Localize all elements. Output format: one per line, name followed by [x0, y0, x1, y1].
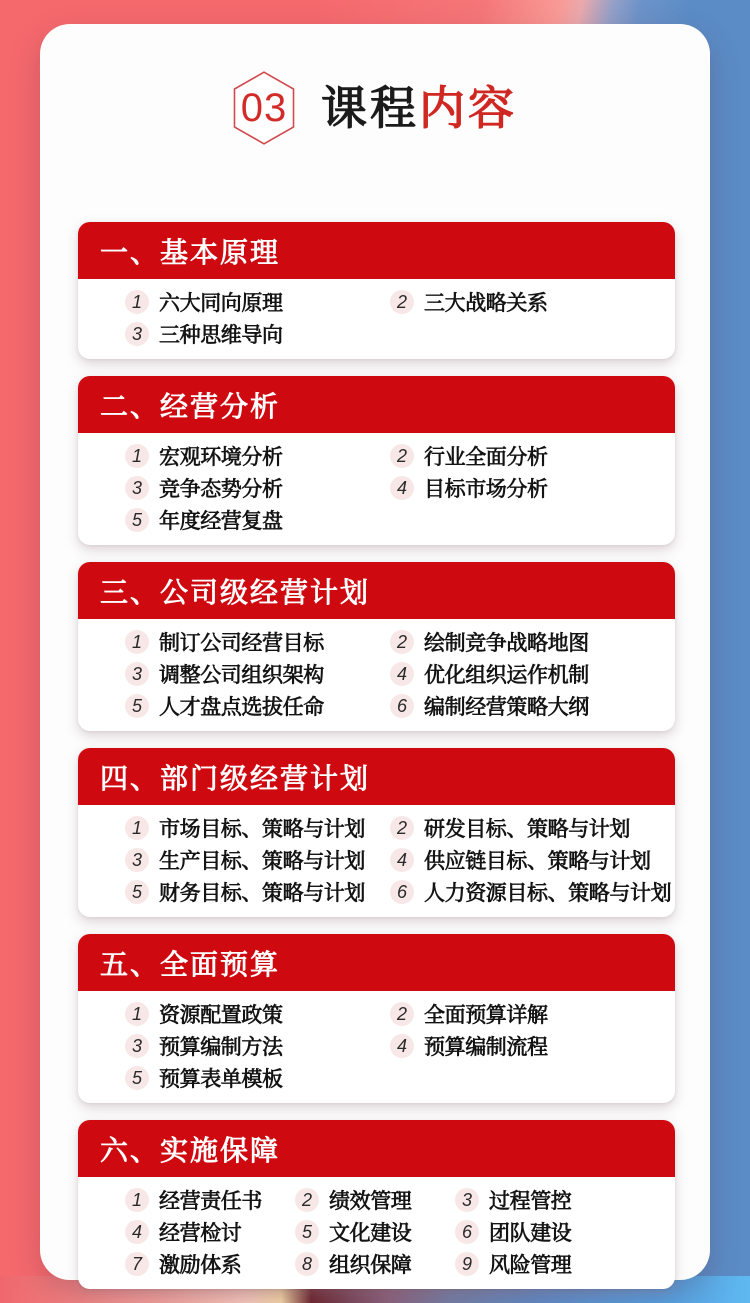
item-number-badge: 3 — [125, 476, 149, 500]
course-item — [390, 1000, 667, 1028]
course-item — [295, 1250, 455, 1278]
section-title: 一、基本原理 — [100, 236, 281, 268]
item-label: 绩效管理 — [329, 1190, 412, 1213]
page-title — [321, 82, 517, 134]
item-number-badge: 1 — [125, 816, 149, 840]
course-item — [125, 628, 390, 656]
item-label: 预算编制流程 — [424, 1036, 548, 1059]
section-items-grid — [78, 991, 675, 1103]
item-number-badge: 2 — [390, 290, 414, 314]
item-label: 优化组织运作机制 — [424, 664, 589, 687]
item-number-badge: 8 — [295, 1252, 319, 1276]
item-label: 市场目标、策略与计划 — [159, 818, 365, 841]
item-label: 编制经营策略大纲 — [424, 696, 589, 719]
item-number-badge: 3 — [455, 1188, 479, 1212]
item-label: 行业全面分析 — [424, 446, 548, 469]
item-number-badge: 5 — [125, 880, 149, 904]
item-label: 目标市场分析 — [424, 478, 548, 501]
item-label: 人力资源目标、策略与计划 — [424, 882, 672, 905]
course-item — [455, 1218, 667, 1246]
section-items-grid — [78, 433, 675, 545]
item-number-badge: 4 — [390, 476, 414, 500]
section-title: 四、部门级经营计划 — [100, 762, 371, 794]
course-sections-list — [78, 222, 675, 1289]
course-item — [125, 288, 390, 316]
course-item — [125, 878, 390, 906]
item-number-badge: 1 — [125, 1002, 149, 1026]
item-number-badge: 1 — [125, 290, 149, 314]
section-items-grid — [78, 805, 675, 917]
course-item — [390, 660, 667, 688]
course-item — [125, 846, 390, 874]
section-items-grid — [78, 619, 675, 731]
item-number-badge: 4 — [390, 662, 414, 686]
course-item — [295, 1186, 455, 1214]
item-number-badge: 2 — [390, 1002, 414, 1026]
item-number-badge: 3 — [125, 662, 149, 686]
item-label: 三种思维导向 — [159, 324, 283, 347]
item-label: 团队建设 — [489, 1222, 572, 1245]
course-item — [125, 474, 390, 502]
item-label: 供应链目标、策略与计划 — [424, 850, 651, 873]
item-number-badge: 5 — [125, 1066, 149, 1090]
item-number-badge: 6 — [455, 1220, 479, 1244]
course-item — [455, 1250, 667, 1278]
course-item — [125, 1064, 390, 1092]
item-number-badge: 2 — [390, 444, 414, 468]
item-label: 财务目标、策略与计划 — [159, 882, 365, 905]
item-label: 竞争态势分析 — [159, 478, 283, 501]
page-title-black-part: 课程 — [321, 82, 419, 134]
hexagon-badge — [233, 71, 295, 145]
course-item — [125, 692, 390, 720]
course-item — [125, 320, 390, 348]
section-items-grid — [78, 1177, 675, 1289]
course-item — [390, 442, 667, 470]
section-header-bar — [78, 222, 675, 279]
item-number-badge: 9 — [455, 1252, 479, 1276]
section-title: 三、公司级经营计划 — [100, 576, 371, 608]
item-label: 人才盘点选拔任命 — [159, 696, 324, 719]
item-label: 预算编制方法 — [159, 1036, 283, 1059]
section-title: 五、全面预算 — [100, 948, 281, 980]
page-title-red-part: 内容 — [419, 82, 517, 134]
item-number-badge: 7 — [125, 1252, 149, 1276]
item-label: 激励体系 — [159, 1254, 242, 1277]
item-number-badge: 6 — [390, 694, 414, 718]
course-item — [390, 288, 667, 316]
section-header-bar — [78, 562, 675, 619]
course-item — [125, 814, 390, 842]
course-item — [125, 1032, 390, 1060]
section-items-grid — [78, 279, 675, 359]
course-item — [125, 1186, 295, 1214]
course-section-card — [78, 376, 675, 545]
item-number-badge: 3 — [125, 1034, 149, 1058]
course-section-card — [78, 748, 675, 917]
content-panel — [40, 24, 710, 1280]
course-item — [390, 628, 667, 656]
item-number-badge: 5 — [125, 694, 149, 718]
item-number-badge: 4 — [390, 848, 414, 872]
item-label: 文化建设 — [329, 1222, 412, 1245]
course-item — [390, 474, 667, 502]
item-label: 经营责任书 — [159, 1190, 262, 1213]
course-item — [295, 1218, 455, 1246]
item-number-badge: 3 — [125, 848, 149, 872]
course-section-card — [78, 562, 675, 731]
item-number-badge: 5 — [295, 1220, 319, 1244]
item-number-badge: 5 — [125, 508, 149, 532]
item-label: 绘制竞争战略地图 — [424, 632, 589, 655]
course-section-card — [78, 1120, 675, 1289]
item-label: 经营检讨 — [159, 1222, 242, 1245]
item-label: 生产目标、策略与计划 — [159, 850, 365, 873]
item-number-badge: 1 — [125, 1188, 149, 1212]
section-number: 03 — [240, 85, 288, 130]
course-item — [125, 506, 390, 534]
item-number-badge: 2 — [390, 630, 414, 654]
course-item — [390, 814, 671, 842]
item-label: 研发目标、策略与计划 — [424, 818, 630, 841]
item-number-badge: 1 — [125, 444, 149, 468]
course-section-card — [78, 222, 675, 359]
item-label: 宏观环境分析 — [159, 446, 283, 469]
item-label: 组织保障 — [329, 1254, 412, 1277]
section-header-bar — [78, 748, 675, 805]
page-header — [40, 70, 710, 146]
item-label: 调整公司组织架构 — [159, 664, 324, 687]
course-item — [390, 692, 667, 720]
item-number-badge: 6 — [390, 880, 414, 904]
section-title: 六、实施保障 — [100, 1134, 281, 1166]
section-header-bar — [78, 934, 675, 991]
item-number-badge: 1 — [125, 630, 149, 654]
item-number-badge: 3 — [125, 322, 149, 346]
item-label: 年度经营复盘 — [159, 510, 283, 533]
item-label: 全面预算详解 — [424, 1004, 548, 1027]
course-item — [125, 1218, 295, 1246]
item-number-badge: 2 — [390, 816, 414, 840]
item-label: 三大战略关系 — [424, 292, 548, 315]
course-item — [390, 846, 671, 874]
course-item — [125, 660, 390, 688]
item-label: 风险管理 — [489, 1254, 572, 1277]
course-item — [125, 1000, 390, 1028]
course-item — [390, 878, 671, 906]
item-label: 六大同向原理 — [159, 292, 283, 315]
item-label: 资源配置政策 — [159, 1004, 283, 1027]
section-header-bar — [78, 376, 675, 433]
course-item — [455, 1186, 667, 1214]
course-item — [125, 1250, 295, 1278]
section-title: 二、经营分析 — [100, 390, 281, 422]
course-item — [390, 1032, 667, 1060]
item-label: 过程管控 — [489, 1190, 572, 1213]
item-number-badge: 2 — [295, 1188, 319, 1212]
item-number-badge: 4 — [390, 1034, 414, 1058]
item-label: 预算表单模板 — [159, 1068, 283, 1091]
course-section-card — [78, 934, 675, 1103]
section-header-bar — [78, 1120, 675, 1177]
item-number-badge: 4 — [125, 1220, 149, 1244]
course-item — [125, 442, 390, 470]
item-label: 制订公司经营目标 — [159, 632, 324, 655]
